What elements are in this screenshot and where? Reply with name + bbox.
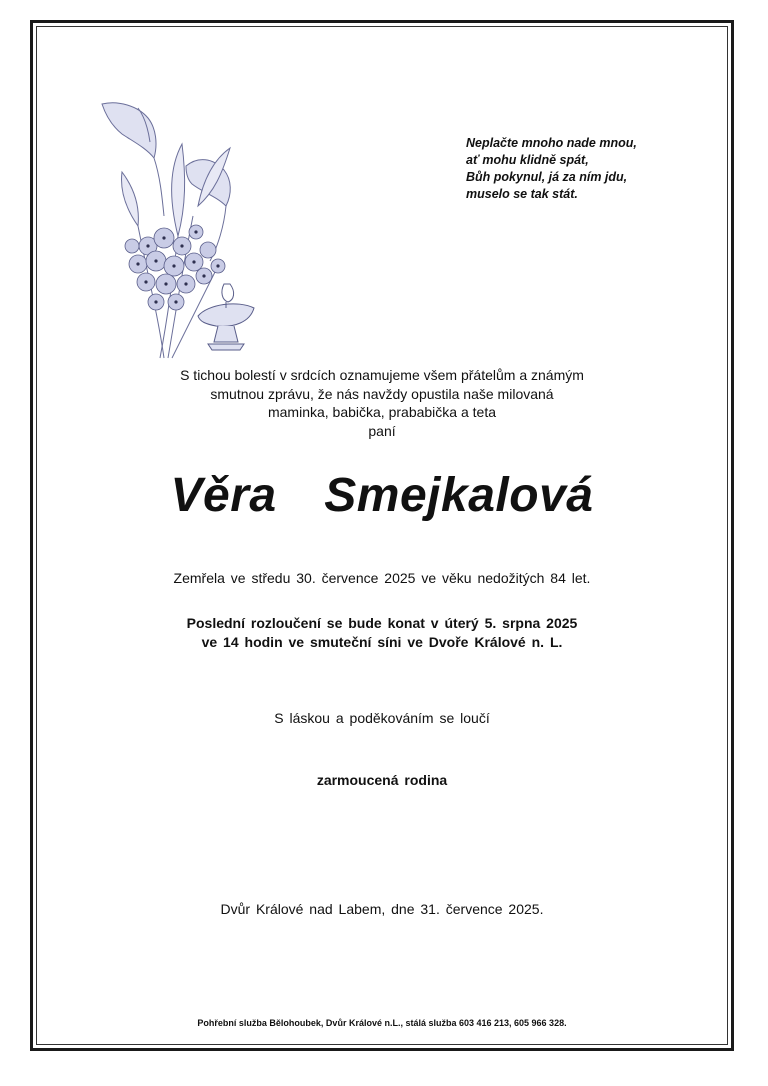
funeral-line: Poslední rozloučení se bude konat v úterý 5. srpna 2025 [186,615,578,631]
flower-bouquet-illustration [98,96,268,364]
funeral-line: ve 14 hodin ve smuteční síni ve Dvoře Králové n. L. [201,634,563,650]
announcement-line: maminka, babička, prababička a teta [267,404,496,420]
place-date: Dvůr Králové nad Labem, dne 31. července 2025. [220,901,544,917]
funeral-info [36,614,728,652]
announcement-line: smutnou zprávu, že nás navždy opustila naše milovaná [210,385,554,402]
verse-line: ať mohu klidně spát, [466,153,589,167]
verse-line: Neplačte mnoho nade mnou, [466,136,637,150]
death-info: Zemřela ve středu 30. července 2025 ve věku nedožitých 84 let. [173,570,591,586]
announcement-line: paní [368,422,396,439]
funeral-service-footer: Pohřební služba Bělohoubek, Dvůr Králové n.L., stálá služba 603 416 213, 605 966 328. [197,1018,567,1028]
announcement-line: S tichou bolestí v srdcích oznamujeme všem přátelům a známým [180,367,584,383]
verse [466,135,696,203]
announcement [36,366,728,440]
verse-line: muselo se tak stát. [466,187,578,201]
signature: zarmoucená rodina [316,772,448,788]
verse-line: Bůh pokynul, já za ním jdu, [466,170,628,184]
farewell-text: S láskou a poděkováním se loučí [274,710,490,726]
deceased-name: Věra Smejkalová [170,469,594,522]
